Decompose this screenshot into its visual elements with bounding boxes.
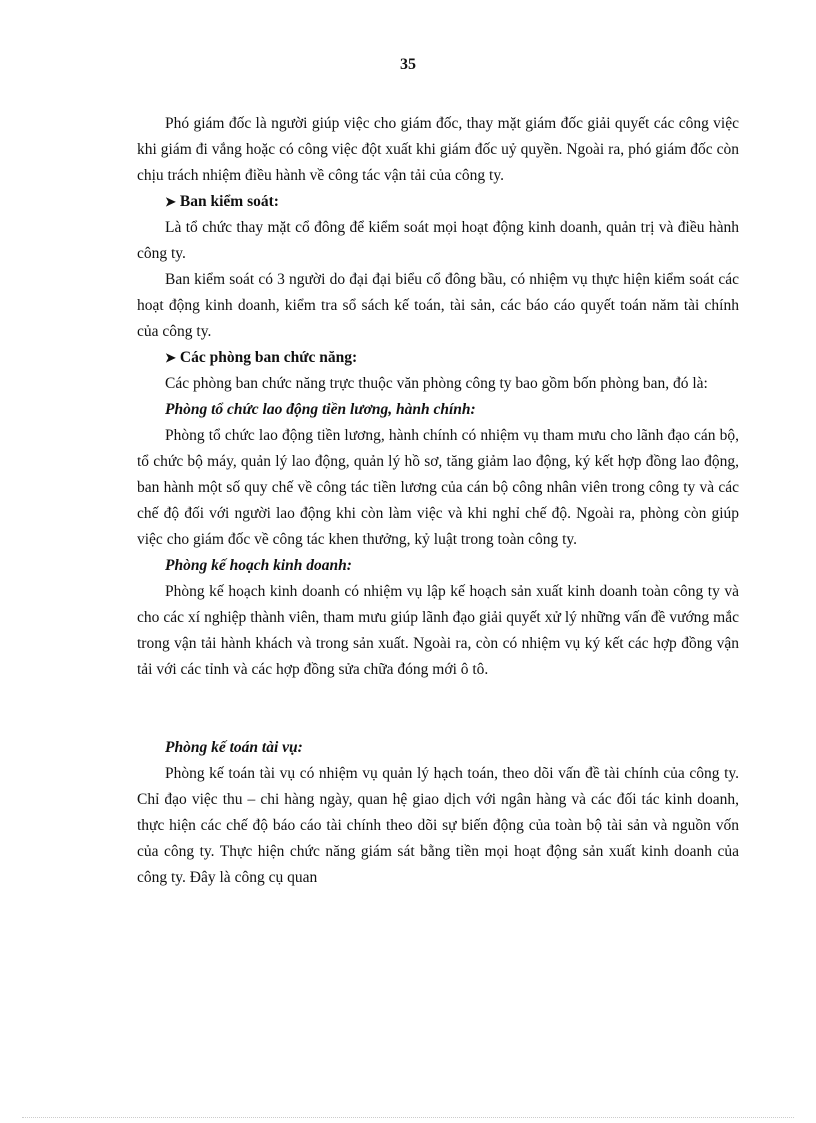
subheading-accounting-department: Phòng kế toán tài vụ: <box>165 739 303 756</box>
heading-functional-departments <box>137 345 739 371</box>
page-bottom-divider <box>22 1117 794 1118</box>
subheading-hr-department: Phòng tổ chức lao động tiền lương, hành chính: <box>165 401 476 418</box>
paragraph-deputy-director: Phó giám đốc là người giúp việc cho giám đốc, thay mặt giám đốc giải quyết các công việc khi giám đi vắng hoặc có công việc đột xuất khi giám đốc uỷ quyền. Ngoài ra, phó giám đốc còn chịu trách nhiệm điều hành về công tác vận tải của công ty. <box>137 115 739 184</box>
paragraph-planning-department: Phòng kế hoạch kinh doanh có nhiệm vụ lập kế hoạch sản xuất kinh doanh toàn công ty và cho các xí nghiệp thành viên, tham mưu giúp lãnh đạo giải quyết xử lý những vấn đề vướng mắc trong vận tải hành khách và trong sản xuất. Ngoài ra, còn có nhiệm vụ ký kết các hợp đồng vận tải với các tỉnh và các hợp đồng sửa chữa đóng mới ô tô. <box>137 583 739 678</box>
page-number: 35 <box>400 56 416 73</box>
paragraph-hr-department: Phòng tổ chức lao động tiền lương, hành chính có nhiệm vụ tham mưu cho lãnh đạo cán bộ, tổ chức bộ máy, quản lý lao động, quản lý hồ sơ, tăng giảm lao động, ký kết hợp đồng lao động, ban hành một số quy chế về công tác tiền lương của cán bộ công nhân viên trong công ty và các chế độ đối với người lao động khi còn làm việc và khi nghỉ chế độ. Ngoài ra, phòng còn giúp việc cho giám đốc về công tác khen thưởng, kỷ luật trong toàn công ty. <box>137 427 739 548</box>
paragraph-departments-intro: Các phòng ban chức năng trực thuộc văn phòng công ty bao gồm bốn phòng ban, đó là: <box>165 375 708 392</box>
heading-supervisory-board-text: Ban kiểm soát: <box>179 193 279 210</box>
spacer <box>137 683 739 735</box>
paragraph-supervisory-board-members: Ban kiểm soát có 3 người do đại đại biểu cổ đông bầu, có nhiệm vụ thực hiện kiểm soát các hoạt động kinh doanh, kiểm tra sổ sách kế toán, tài sản, các báo cáo quyết toán năm tài chính của công ty. <box>137 271 739 340</box>
subheading-planning-department: Phòng kế hoạch kinh doanh: <box>165 557 352 574</box>
heading-functional-departments-text: Các phòng ban chức năng: <box>179 349 358 366</box>
paragraph-supervisory-board-role: Là tổ chức thay mặt cổ đông để kiểm soát mọi hoạt động kinh doanh, quản trị và điều hành công ty. <box>137 219 739 262</box>
paragraph-accounting-department: Phòng kế toán tài vụ có nhiệm vụ quản lý hạch toán, theo dõi vấn đề tài chính của công ty. Chỉ đạo việc thu – chi hàng ngày, quan hệ giao dịch với ngân hàng và các đối tác kinh doanh, thực hiện các chế độ báo cáo tài chính theo dõi sự biến động của toàn bộ tài sản và nguồn vốn của công ty. Thực hiện chức năng giám sát bằng tiền mọi hoạt động sản xuất kinh doanh của công ty. Đây là công cụ quan <box>137 765 739 886</box>
heading-supervisory-board <box>137 189 739 215</box>
arrowhead-bullet-icon: ➤ <box>165 350 176 365</box>
document-body <box>137 111 739 891</box>
arrowhead-bullet-icon: ➤ <box>165 194 176 209</box>
